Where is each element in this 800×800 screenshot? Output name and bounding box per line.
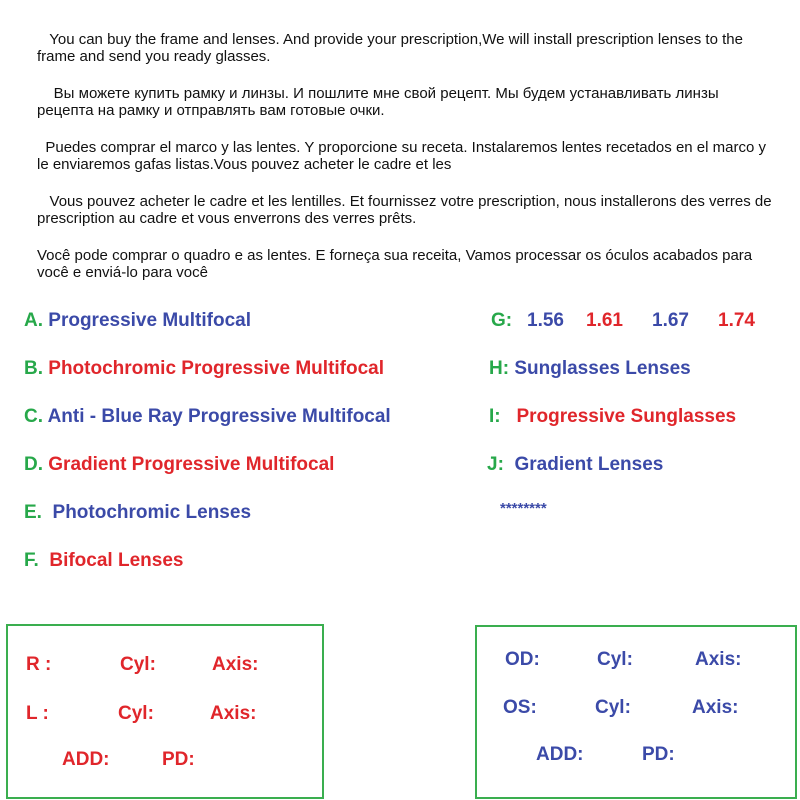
option-e: E. Photochromic Lenses [24,502,252,523]
option-d: D. Gradient Progressive Multifocal [24,454,335,475]
label-r-cyl: Cyl: [120,654,156,675]
label-os-axis: Axis: [692,697,739,718]
label-l-axis: Axis: [210,703,257,724]
option-f: F. Bifocal Lenses [24,550,184,571]
prescription-box-left [6,624,324,799]
label-l: L : [26,703,49,724]
option-a: A. Progressive Multifocal [24,310,252,331]
option-g: G: [491,310,513,331]
paragraph-portuguese: Você pode comprar o quadro e as lentes. E forneça sua receita, Vamos processar os óculos acabados para você e enviá-lo para você [37,247,753,281]
prescription-box-right [475,625,797,799]
label-l-cyl: Cyl: [118,703,154,724]
label-r: R : [26,654,52,675]
label-add: ADD: [536,744,584,765]
label-pd: PD: [642,744,675,765]
label-r-axis: Axis: [212,654,259,675]
label-os: OS: [503,697,537,718]
label-add: ADD: [62,749,110,770]
paragraph-russian: Вы можете купить рамку и линзы. И пошлите мне свой рецепт. Мы будем устанавливать линзы рецепта на рамку и отправлять вам готовые очки. [37,85,719,119]
label-od-axis: Axis: [695,649,742,670]
option-j: J: Gradient Lenses [487,454,664,475]
paragraph-english: You can buy the frame and lenses. And provide your prescription,We will install prescription lenses to the frame and send you ready glasses. [37,31,743,65]
option-c: C. Anti - Blue Ray Progressive Multifocal [24,406,391,427]
label-od-cyl: Cyl: [597,649,633,670]
paragraph-french: Vous pouvez acheter le cadre et les lentilles. Et fournissez votre prescription, nous installerons des verres de prescription au cadre et vous enverrons des verres prêts. [37,193,772,227]
index-1-67: 1.67 [652,310,689,331]
label-os-cyl: Cyl: [595,697,631,718]
index-1-74: 1.74 [718,310,755,331]
stars: ******** [500,500,547,517]
paragraph-spanish: Puedes comprar el marco y las lentes. Y proporcione su receta. Instalaremos lentes recetados en el marco y le enviaremos gafas listas.Vous pouvez acheter le cadre et les [37,139,766,173]
index-1-56: 1.56 [527,310,564,331]
option-b: B. Photochromic Progressive Multifocal [24,358,385,379]
index-1-61: 1.61 [586,310,623,331]
option-i: I: Progressive Sunglasses [489,406,737,427]
label-pd: PD: [162,749,195,770]
option-h: H: Sunglasses Lenses [489,358,691,379]
label-od: OD: [505,649,540,670]
